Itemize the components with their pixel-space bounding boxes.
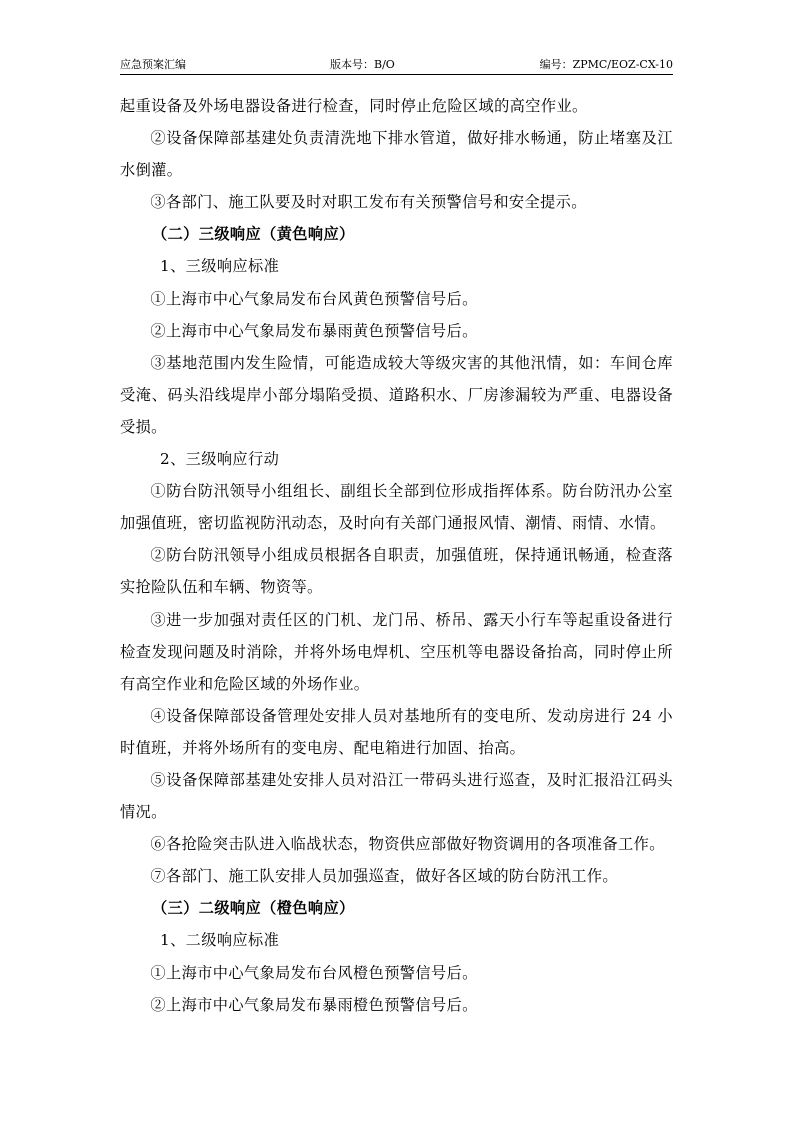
subsection-heading: 1、二级响应标准	[160, 931, 280, 950]
paragraph: ①上海市中心气象局发布台风黄色预警信号后。	[150, 289, 478, 308]
paragraph: ②防台防汛领导小组成员根据各自职责，加强值班，保持通讯畅通，检查落实抢险队伍和车辆、物资等。	[120, 546, 673, 597]
page-header	[120, 56, 673, 75]
paragraph: ②上海市中心气象局发布暴雨橙色预警信号后。	[150, 995, 478, 1014]
header-doc-number: 编号：ZPMC/EOZ-CX-10	[539, 58, 673, 71]
paragraph: ⑦各部门、施工队安排人员加强巡查，做好各区域的防台防汛工作。	[150, 867, 619, 886]
paragraph: ⑤设备保障部基建处安排人员对沿江一带码头进行巡查，及时汇报沿江码头情况。	[120, 770, 673, 822]
section-heading: （二）三级响应（黄色响应）	[152, 225, 355, 244]
header-title: 应急预案汇编	[120, 58, 186, 71]
paragraph-continuation: 起重设备及外场电器设备进行检查，同时停止危险区域的高空作业。	[120, 97, 588, 115]
document-body	[120, 90, 673, 1021]
paragraph: ①上海市中心气象局发布台风橙色预警信号后。	[150, 963, 478, 982]
paragraph: ②设备保障部基建处负责清洗地下排水管道，做好排水畅通，防止堵塞及江水倒灌。	[120, 129, 673, 180]
paragraph: ③进一步加强对责任区的门机、龙门吊、桥吊、露天小行车等起重设备进行检查发现问题及时消除，并将外场电焊机、空压机等电器设备抬高，同时停止所有高空作业和危险区域的外场作业。	[120, 610, 673, 693]
paragraph: ③各部门、施工队要及时对职工发布有关预警信号和安全提示。	[150, 193, 587, 212]
paragraph: ③基地范围内发生险情，可能造成较大等级灾害的其他汛情，如：车间仓库受淹、码头沿线堤岸小部分塌陷受损、道路积水、厂房渗漏较为严重、电器设备受损。	[120, 353, 673, 436]
paragraph: ⑥各抢险突击队进入临战状态，物资供应部做好物资调用的各项准备工作。	[150, 835, 665, 854]
subsection-heading: 2、三级响应行动	[160, 450, 280, 469]
paragraph: ①防台防汛领导小组组长、副组长全部到位形成指挥体系。防台防汛办公室加强值班，密切监视防汛动态，及时向有关部门通报风情、潮情、雨情、水情。	[120, 482, 673, 533]
subsection-heading: 1、三级响应标准	[160, 257, 280, 276]
section-heading: （三）二级响应（橙色响应）	[152, 899, 355, 918]
paragraph: ④设备保障部设备管理处安排人员对基地所有的变电所、发动房进行 24 小时值班，并将外场所有的变电房、配电箱进行加固、抬高。	[120, 706, 673, 757]
header-version: 版本号：B/O	[330, 58, 395, 71]
paragraph: ②上海市中心气象局发布暴雨黄色预警信号后。	[150, 321, 478, 340]
